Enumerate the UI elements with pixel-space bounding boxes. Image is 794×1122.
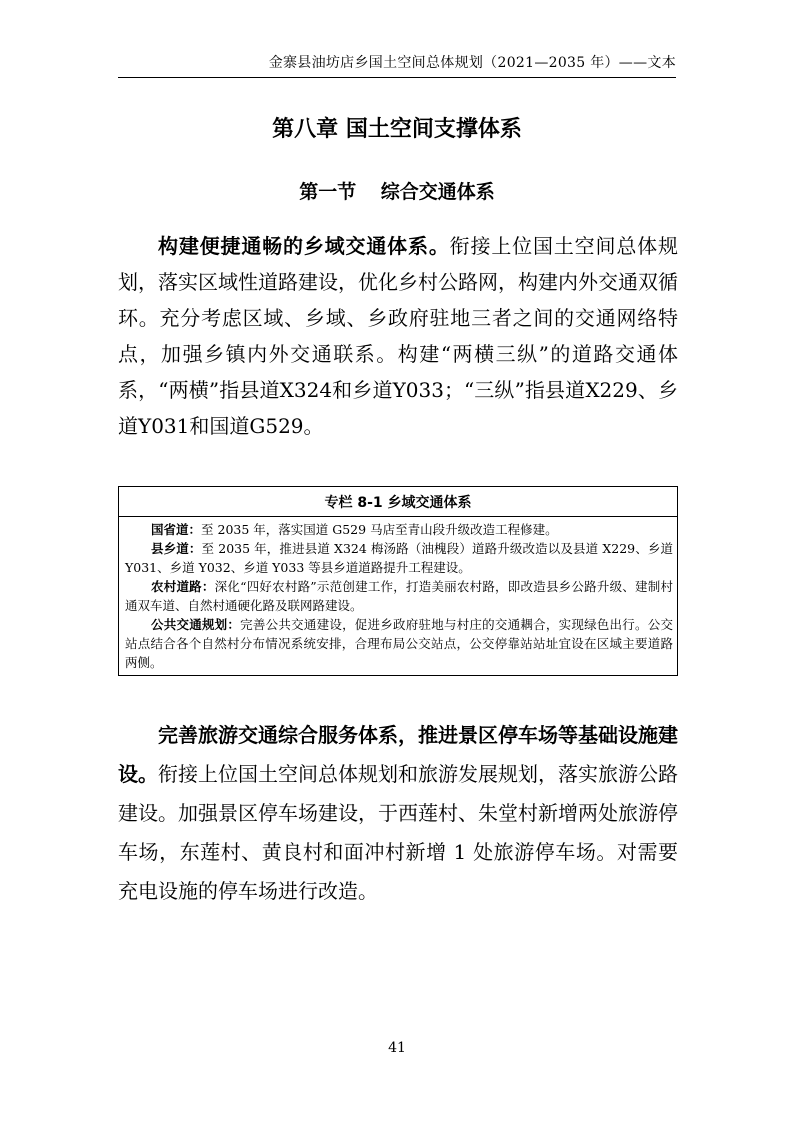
box-item-text: 深化“四好农村路”示范创建工作，打造美丽农村路，即改造县乡公路升级、建制村通双车道、自然村通硬化路及联网路建设。 [125, 579, 673, 613]
box-item-label: 县乡道： [151, 541, 202, 556]
box-item-county-township-roads [125, 539, 673, 577]
paragraph-lead: 完善旅游交通综合服务体系，推进景区停车场等基础设施建设。 [118, 723, 678, 786]
chapter-title: 第八章 国土空间支撑体系 [272, 117, 522, 142]
paragraph-transport-system [118, 228, 678, 444]
paragraph-body: 衔接上位国土空间总体规划和旅游发展规划，落实旅游公路建设。加强景区停车场建设，于西莲村、朱堂村新增两处旅游停车场，东莲村、黄良村和面冲村新增 1 处旅游停车场。对需要充电设施的停车场进行改造。 [118, 762, 678, 903]
running-header: 金寨县油坊店乡国土空间总体规划（2021—2035 年）——文本 [118, 52, 676, 78]
box-item-label: 国省道： [151, 522, 202, 537]
box-item-rural-roads [125, 577, 673, 615]
page-number: 41 [388, 1040, 406, 1056]
box-item-national-provincial-roads [125, 520, 673, 539]
paragraph-body: 衔接上位国土空间总体规划，落实区域性道路建设，优化乡村公路网，构建内外交通双循环。充分考虑区域、乡域、乡政府驻地三者之间的交通网络特点，加强乡镇内外交通联系。构建“两横三纵”的道路交通体系，“两横”指县道X324和乡道Y033；“三纵”指县道X229、乡道Y031和国道G529。 [118, 234, 679, 438]
box-title: 专栏 8-1 乡域交通体系 [119, 487, 677, 517]
box-item-label: 公共交通规划： [151, 617, 241, 632]
paragraph-lead: 构建便捷通畅的乡域交通体系。 [158, 234, 450, 258]
box-item-text: 至 2035 年，落实国道 G529 马店至青山段升级改造工程修建。 [201, 522, 558, 537]
info-box [118, 486, 678, 676]
box-body [119, 517, 677, 675]
paragraph-tourism-transport [118, 716, 678, 911]
section-title: 第一节 综合交通体系 [299, 181, 495, 203]
box-item-public-transport [125, 615, 673, 672]
box-item-text: 至 2035 年，推进县道 X324 梅汤路（油槐段）道路升级改造以及县道 X229、乡道 Y031、乡道 Y032、乡道 Y033 等县乡道道路提升工程建设。 [125, 541, 673, 575]
box-item-text: 完善公共交通建设，促进乡政府驻地与村庄的交通耦合，实现绿色出行。公交站点结合各个自然村分布情况系统安排，合理布局公交站点，公交停靠站站址宜设在区域主要道路两侧。 [125, 617, 673, 670]
box-item-label: 农村道路： [151, 579, 215, 594]
